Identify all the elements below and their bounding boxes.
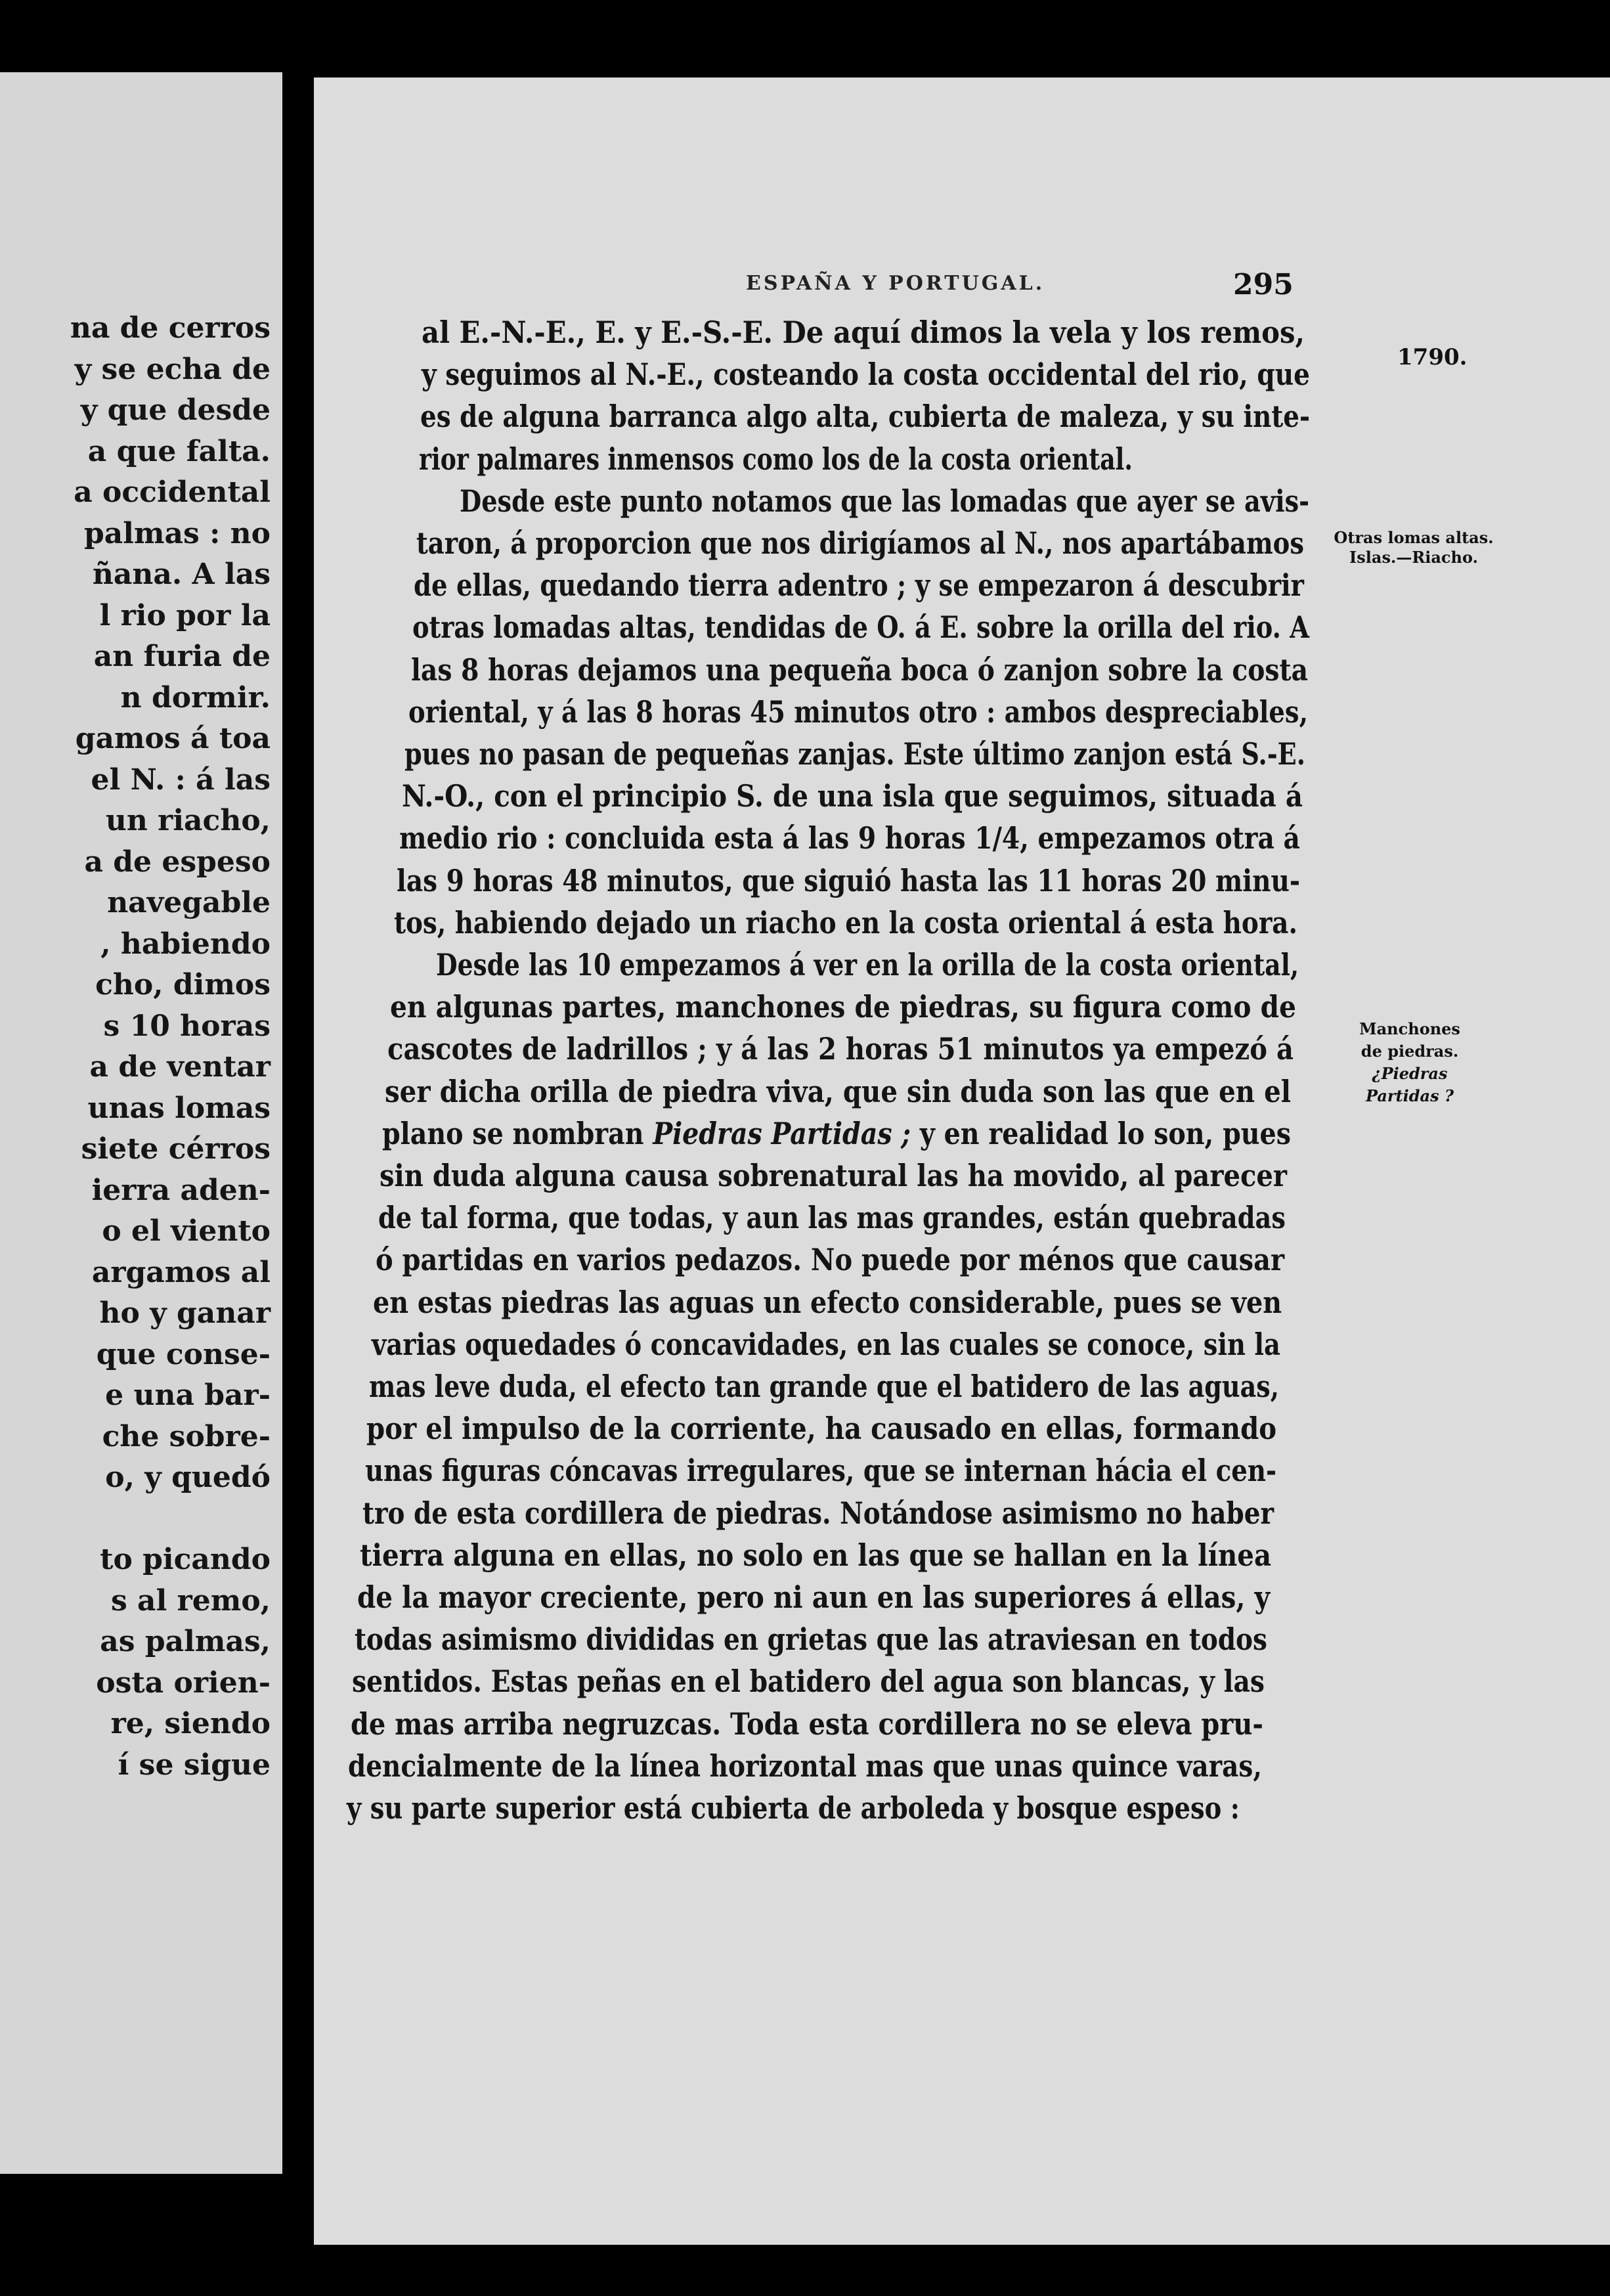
left-page-line: to picando	[100, 1543, 271, 1576]
body-line: otras lomadas altas, tendidas de O. á E. sobre la orilla del rio. A	[412, 609, 1310, 646]
left-page-line: , habiendo	[100, 927, 271, 961]
body-line: de la mayor creciente, pero ni aun en las superiores á ellas, y	[357, 1579, 1271, 1615]
left-page-line: ho y ganar	[99, 1296, 271, 1330]
left-page-line: n dormir.	[120, 680, 271, 715]
left-page-line: ñana. A las	[92, 558, 271, 591]
body-line: de tal forma, que todas, y aun las mas grandes, están quebradas	[378, 1200, 1286, 1236]
marginal-note-lomas	[1325, 528, 1502, 567]
left-page-fragment	[0, 72, 282, 2174]
body-line: sentidos. Estas peñas en el batidero del agua son blancas, y las	[352, 1664, 1265, 1700]
body-line: taron, á proporcion que nos dirigíamos al N., nos apartábamos	[416, 525, 1304, 561]
running-head: ESPAÑA Y PORTUGAL.	[746, 272, 1045, 295]
body-line: y seguimos al N.-E., costeando la costa occidental del rio, que	[422, 357, 1310, 393]
body-line: en estas piedras las aguas un efecto considerable, pues se ven	[373, 1284, 1282, 1320]
left-page-line: as palmas,	[100, 1625, 271, 1658]
body-line: rior palmares inmensos como los de la costa oriental.	[419, 441, 1133, 477]
left-page-line: que conse-	[96, 1337, 271, 1371]
body-line: ser dicha orilla de piedra viva, que sin duda son las que en el	[385, 1073, 1292, 1109]
left-page-line: gamos á toa	[75, 722, 271, 755]
left-page-line: che sobre-	[102, 1419, 271, 1453]
left-page-line: re, siendo	[110, 1707, 271, 1740]
left-page-line: argamos al	[91, 1255, 271, 1289]
marginal-note-line: Manchones	[1359, 1019, 1460, 1038]
body-line: unas figuras cóncavas irregulares, que se internan hácia el cen-	[365, 1453, 1277, 1489]
body-line: mas leve duda, el efecto tan grande que el batidero de las aguas,	[369, 1369, 1279, 1404]
body-line: oriental, y á las 8 horas 45 minutos otro : ambos despreciables,	[408, 694, 1309, 730]
body-line: de mas arriba negruzcas. Toda esta cordillera no se eleva pru-	[351, 1706, 1263, 1742]
body-line: las 9 horas 48 minutos, que siguió hasta las 11 horas 20 minu-	[397, 862, 1301, 898]
body-line: tro de esta cordillera de piedras. Notándose asimismo no haber	[362, 1495, 1274, 1531]
body-line: y su parte superior está cubierta de arboleda y bosque espeso :	[347, 1790, 1240, 1826]
body-line: es de alguna barranca algo alta, cubierta de maleza, y su inte-	[420, 399, 1311, 435]
body-line: de ellas, quedando tierra adentro ; y se empezaron á descubrir	[414, 567, 1305, 604]
body-line: en algunas partes, manchones de piedras, su figura como de	[390, 989, 1296, 1025]
left-page-line: a de espeso	[84, 845, 271, 879]
left-page-line: palmas : no	[83, 516, 271, 550]
body-line: ó partidas en varios pedazos. No puede por ménos que causar	[376, 1242, 1285, 1278]
body-line: Desde las 10 empezamos á ver en la orilla de la costa oriental,	[436, 947, 1299, 982]
body-line: las 8 horas dejamos una pequeña boca ó zanjon sobre la costa	[411, 651, 1309, 688]
left-page-line: el N. : á las	[91, 762, 271, 797]
left-page-line: siete cérros	[81, 1132, 271, 1166]
left-page-line: e una bar-	[105, 1379, 271, 1412]
left-page-line: y se echa de	[74, 352, 271, 386]
left-page-line: o, y quedó	[105, 1461, 271, 1494]
left-page-line: a de ventar	[89, 1050, 271, 1084]
marginal-note-line: Partidas ?	[1365, 1086, 1454, 1105]
left-page-line: an furia de	[93, 640, 271, 673]
body-line: todas asimismo divididas en grietas que las atraviesan en todos	[355, 1622, 1267, 1658]
body-line: cascotes de ladrillos ; y á las 2 horas 51 minutos ya empezó á	[387, 1031, 1294, 1067]
left-page-line: s al remo,	[110, 1583, 271, 1618]
left-page-line: cho, dimos	[95, 968, 271, 1002]
left-page-line: un riacho,	[105, 804, 271, 837]
body-line: por el impulso de la corriente, ha causado en ellas, formando	[366, 1411, 1277, 1447]
body-line: tos, habiendo dejado un riacho en la costa oriental á esta hora.	[394, 904, 1298, 940]
year-marginal-note: 1790.	[1397, 344, 1468, 370]
left-page-line: navegable	[107, 886, 271, 919]
body-line-text: y en realidad lo son, pues	[911, 1115, 1292, 1151]
marginal-note-piedras	[1321, 1018, 1498, 1107]
left-page-line: o el viento	[102, 1214, 271, 1248]
body-line: N.-O., con el principio S. de una isla que seguimos, situada á	[402, 778, 1303, 814]
left-page-line: ierra aden-	[91, 1173, 271, 1207]
marginal-note-line: ¿Piedras	[1372, 1064, 1448, 1083]
italic-place-name: Piedras Partidas ;	[653, 1115, 911, 1151]
left-page-line: na de cerros	[70, 311, 271, 345]
left-page-line: unas lomas	[87, 1091, 271, 1125]
marginal-note-line: de piedras.	[1360, 1042, 1459, 1061]
left-page-line: s 10 horas	[103, 1009, 271, 1043]
body-line	[382, 1114, 1291, 1153]
page-header	[314, 268, 1610, 301]
marginal-note-line: Islas.—Riacho.	[1349, 548, 1478, 567]
left-page-line: í se sigue	[118, 1748, 271, 1782]
body-line: Desde este punto notamos que las lomadas que ayer se avis-	[460, 483, 1310, 519]
page-number: 295	[1233, 268, 1294, 301]
body-line-text: plano se nombran	[382, 1115, 644, 1151]
body-line: pues no pasan de pequeñas zanjas. Este último zanjon está S.-E.	[404, 736, 1305, 772]
left-page-line: l rio por la	[99, 598, 271, 632]
left-page-line: y que desde	[80, 393, 271, 427]
body-line: tierra alguna en ellas, no solo en las que se hallan en la línea	[360, 1537, 1272, 1573]
body-line: dencialmente de la línea horizontal mas que unas quince varas,	[348, 1748, 1262, 1784]
body-line: varias oquedades ó concavidades, en las cuales se conoce, sin la	[372, 1326, 1280, 1362]
left-page-line: a occidental	[74, 475, 271, 509]
left-page-line: a que falta.	[87, 434, 271, 468]
body-line: sin duda alguna causa sobrenatural las ha movido, al parecer	[380, 1158, 1287, 1193]
body-line: medio rio : concluida esta á las 9 horas 1/4, empezamos otra á	[399, 820, 1300, 856]
right-page	[314, 77, 1610, 2245]
body-line: al E.-N.-E., E. y E.-S.-E. De aquí dimos la vela y los remos,	[422, 315, 1305, 350]
page-gutter	[282, 72, 314, 2207]
left-page-line: osta orien-	[96, 1666, 271, 1700]
marginal-note-line: Otras lomas altas.	[1334, 528, 1494, 547]
